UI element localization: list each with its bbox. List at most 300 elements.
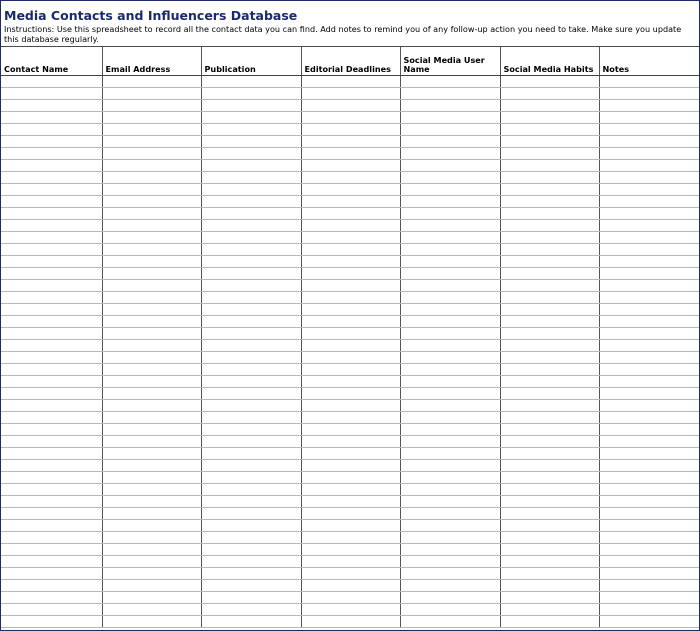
table-cell[interactable] <box>201 604 301 616</box>
table-cell[interactable] <box>400 448 500 460</box>
table-cell[interactable] <box>102 412 201 424</box>
table-cell[interactable] <box>400 196 500 208</box>
table-cell[interactable] <box>1 520 102 532</box>
table-cell[interactable] <box>500 268 599 280</box>
table-cell[interactable] <box>201 520 301 532</box>
table-cell[interactable] <box>400 232 500 244</box>
table-cell[interactable] <box>500 364 599 376</box>
table-cell[interactable] <box>599 580 699 592</box>
table-cell[interactable] <box>201 304 301 316</box>
table-cell[interactable] <box>599 484 699 496</box>
table-cell[interactable] <box>301 364 400 376</box>
table-cell[interactable] <box>400 328 500 340</box>
table-cell[interactable] <box>301 616 400 628</box>
table-cell[interactable] <box>301 592 400 604</box>
table-cell[interactable] <box>102 472 201 484</box>
table-cell[interactable] <box>400 532 500 544</box>
table-cell[interactable] <box>201 292 301 304</box>
table-cell[interactable] <box>400 436 500 448</box>
table-cell[interactable] <box>201 508 301 520</box>
table-cell[interactable] <box>201 412 301 424</box>
table-cell[interactable] <box>400 184 500 196</box>
table-cell[interactable] <box>201 472 301 484</box>
table-cell[interactable] <box>1 316 102 328</box>
table-cell[interactable] <box>301 400 400 412</box>
table-cell[interactable] <box>599 592 699 604</box>
table-cell[interactable] <box>201 568 301 580</box>
table-cell[interactable] <box>201 400 301 412</box>
table-cell[interactable] <box>400 280 500 292</box>
table-cell[interactable] <box>301 472 400 484</box>
table-cell[interactable] <box>1 220 102 232</box>
table-cell[interactable] <box>400 400 500 412</box>
table-cell[interactable] <box>599 352 699 364</box>
table-cell[interactable] <box>1 136 102 148</box>
table-cell[interactable] <box>102 184 201 196</box>
table-cell[interactable] <box>400 460 500 472</box>
table-cell[interactable] <box>1 400 102 412</box>
table-cell[interactable] <box>301 568 400 580</box>
table-cell[interactable] <box>301 340 400 352</box>
table-cell[interactable] <box>301 328 400 340</box>
table-cell[interactable] <box>301 280 400 292</box>
table-cell[interactable] <box>400 112 500 124</box>
table-cell[interactable] <box>599 616 699 628</box>
table-cell[interactable] <box>500 424 599 436</box>
table-cell[interactable] <box>1 292 102 304</box>
table-cell[interactable] <box>201 376 301 388</box>
table-cell[interactable] <box>599 460 699 472</box>
table-cell[interactable] <box>599 232 699 244</box>
table-cell[interactable] <box>400 412 500 424</box>
table-cell[interactable] <box>400 484 500 496</box>
table-cell[interactable] <box>102 496 201 508</box>
table-cell[interactable] <box>500 256 599 268</box>
table-cell[interactable] <box>400 496 500 508</box>
table-cell[interactable] <box>400 292 500 304</box>
table-cell[interactable] <box>400 304 500 316</box>
table-cell[interactable] <box>1 184 102 196</box>
table-cell[interactable] <box>1 592 102 604</box>
table-cell[interactable] <box>102 604 201 616</box>
table-cell[interactable] <box>599 112 699 124</box>
table-cell[interactable] <box>301 352 400 364</box>
table-cell[interactable] <box>102 556 201 568</box>
table-cell[interactable] <box>400 352 500 364</box>
table-cell[interactable] <box>301 388 400 400</box>
table-cell[interactable] <box>1 100 102 112</box>
table-cell[interactable] <box>1 508 102 520</box>
table-cell[interactable] <box>599 388 699 400</box>
table-cell[interactable] <box>201 244 301 256</box>
table-cell[interactable] <box>599 196 699 208</box>
table-cell[interactable] <box>500 436 599 448</box>
table-cell[interactable] <box>500 136 599 148</box>
table-cell[interactable] <box>599 172 699 184</box>
table-cell[interactable] <box>1 460 102 472</box>
table-cell[interactable] <box>500 232 599 244</box>
table-cell[interactable] <box>500 448 599 460</box>
table-cell[interactable] <box>400 244 500 256</box>
table-cell[interactable] <box>102 256 201 268</box>
table-cell[interactable] <box>500 184 599 196</box>
table-cell[interactable] <box>1 604 102 616</box>
table-cell[interactable] <box>599 220 699 232</box>
table-cell[interactable] <box>1 232 102 244</box>
table-cell[interactable] <box>102 172 201 184</box>
table-cell[interactable] <box>400 256 500 268</box>
table-cell[interactable] <box>102 364 201 376</box>
table-cell[interactable] <box>301 268 400 280</box>
table-cell[interactable] <box>201 388 301 400</box>
table-cell[interactable] <box>400 556 500 568</box>
table-cell[interactable] <box>599 556 699 568</box>
table-cell[interactable] <box>102 220 201 232</box>
table-cell[interactable] <box>201 580 301 592</box>
table-cell[interactable] <box>102 544 201 556</box>
table-cell[interactable] <box>1 280 102 292</box>
table-cell[interactable] <box>301 448 400 460</box>
table-cell[interactable] <box>102 376 201 388</box>
table-cell[interactable] <box>102 208 201 220</box>
table-cell[interactable] <box>599 244 699 256</box>
table-cell[interactable] <box>400 472 500 484</box>
table-cell[interactable] <box>599 496 699 508</box>
table-cell[interactable] <box>599 340 699 352</box>
table-cell[interactable] <box>102 160 201 172</box>
table-cell[interactable] <box>400 316 500 328</box>
table-cell[interactable] <box>1 172 102 184</box>
table-cell[interactable] <box>301 160 400 172</box>
table-cell[interactable] <box>301 184 400 196</box>
table-cell[interactable] <box>599 304 699 316</box>
table-cell[interactable] <box>102 280 201 292</box>
table-cell[interactable] <box>400 172 500 184</box>
table-cell[interactable] <box>301 316 400 328</box>
table-cell[interactable] <box>102 148 201 160</box>
table-cell[interactable] <box>500 388 599 400</box>
table-cell[interactable] <box>102 268 201 280</box>
table-cell[interactable] <box>1 448 102 460</box>
table-cell[interactable] <box>301 532 400 544</box>
table-cell[interactable] <box>599 292 699 304</box>
table-cell[interactable] <box>1 124 102 136</box>
table-cell[interactable] <box>500 316 599 328</box>
table-cell[interactable] <box>201 448 301 460</box>
table-cell[interactable] <box>201 280 301 292</box>
table-cell[interactable] <box>201 352 301 364</box>
table-cell[interactable] <box>500 88 599 100</box>
table-cell[interactable] <box>201 364 301 376</box>
table-cell[interactable] <box>599 412 699 424</box>
table-cell[interactable] <box>102 76 201 88</box>
table-cell[interactable] <box>400 520 500 532</box>
table-cell[interactable] <box>201 148 301 160</box>
table-cell[interactable] <box>301 304 400 316</box>
table-cell[interactable] <box>102 100 201 112</box>
table-cell[interactable] <box>201 184 301 196</box>
table-cell[interactable] <box>1 352 102 364</box>
table-cell[interactable] <box>102 88 201 100</box>
table-cell[interactable] <box>599 100 699 112</box>
table-cell[interactable] <box>1 364 102 376</box>
table-cell[interactable] <box>599 280 699 292</box>
table-cell[interactable] <box>599 436 699 448</box>
table-cell[interactable] <box>500 100 599 112</box>
table-cell[interactable] <box>500 568 599 580</box>
table-cell[interactable] <box>301 88 400 100</box>
table-cell[interactable] <box>301 496 400 508</box>
table-cell[interactable] <box>1 256 102 268</box>
table-cell[interactable] <box>599 520 699 532</box>
table-cell[interactable] <box>201 436 301 448</box>
table-cell[interactable] <box>201 160 301 172</box>
table-cell[interactable] <box>400 208 500 220</box>
table-cell[interactable] <box>201 232 301 244</box>
table-cell[interactable] <box>500 172 599 184</box>
table-cell[interactable] <box>1 76 102 88</box>
table-cell[interactable] <box>102 436 201 448</box>
table-cell[interactable] <box>1 208 102 220</box>
table-cell[interactable] <box>301 412 400 424</box>
table-cell[interactable] <box>500 580 599 592</box>
table-cell[interactable] <box>400 136 500 148</box>
table-cell[interactable] <box>201 544 301 556</box>
table-cell[interactable] <box>500 496 599 508</box>
table-cell[interactable] <box>301 256 400 268</box>
table-cell[interactable] <box>201 124 301 136</box>
table-cell[interactable] <box>500 340 599 352</box>
table-cell[interactable] <box>400 568 500 580</box>
table-cell[interactable] <box>102 244 201 256</box>
table-cell[interactable] <box>599 604 699 616</box>
table-cell[interactable] <box>301 112 400 124</box>
table-cell[interactable] <box>102 292 201 304</box>
table-cell[interactable] <box>201 88 301 100</box>
table-cell[interactable] <box>201 328 301 340</box>
table-cell[interactable] <box>102 316 201 328</box>
table-cell[interactable] <box>1 424 102 436</box>
table-cell[interactable] <box>102 460 201 472</box>
table-cell[interactable] <box>400 220 500 232</box>
table-cell[interactable] <box>1 304 102 316</box>
table-cell[interactable] <box>500 604 599 616</box>
table-cell[interactable] <box>500 412 599 424</box>
table-cell[interactable] <box>1 88 102 100</box>
table-cell[interactable] <box>400 364 500 376</box>
table-cell[interactable] <box>500 544 599 556</box>
table-cell[interactable] <box>102 532 201 544</box>
table-cell[interactable] <box>1 616 102 628</box>
table-cell[interactable] <box>102 508 201 520</box>
table-cell[interactable] <box>400 340 500 352</box>
table-cell[interactable] <box>500 160 599 172</box>
table-cell[interactable] <box>500 244 599 256</box>
table-cell[interactable] <box>102 136 201 148</box>
table-cell[interactable] <box>1 244 102 256</box>
table-cell[interactable] <box>599 268 699 280</box>
table-cell[interactable] <box>301 460 400 472</box>
table-cell[interactable] <box>201 256 301 268</box>
table-cell[interactable] <box>400 88 500 100</box>
table-cell[interactable] <box>301 424 400 436</box>
table-cell[interactable] <box>102 196 201 208</box>
table-cell[interactable] <box>301 220 400 232</box>
table-cell[interactable] <box>301 208 400 220</box>
table-cell[interactable] <box>301 556 400 568</box>
table-cell[interactable] <box>102 568 201 580</box>
table-cell[interactable] <box>102 340 201 352</box>
table-cell[interactable] <box>500 196 599 208</box>
table-cell[interactable] <box>500 292 599 304</box>
table-cell[interactable] <box>102 232 201 244</box>
table-cell[interactable] <box>301 124 400 136</box>
table-cell[interactable] <box>301 196 400 208</box>
table-cell[interactable] <box>599 544 699 556</box>
table-cell[interactable] <box>599 532 699 544</box>
table-cell[interactable] <box>500 328 599 340</box>
table-cell[interactable] <box>201 496 301 508</box>
table-cell[interactable] <box>400 76 500 88</box>
table-cell[interactable] <box>599 160 699 172</box>
table-cell[interactable] <box>201 172 301 184</box>
table-cell[interactable] <box>201 592 301 604</box>
table-cell[interactable] <box>201 136 301 148</box>
table-cell[interactable] <box>500 532 599 544</box>
table-cell[interactable] <box>102 400 201 412</box>
table-cell[interactable] <box>201 76 301 88</box>
table-cell[interactable] <box>1 532 102 544</box>
table-cell[interactable] <box>102 592 201 604</box>
table-cell[interactable] <box>301 508 400 520</box>
table-cell[interactable] <box>599 568 699 580</box>
table-cell[interactable] <box>599 472 699 484</box>
table-cell[interactable] <box>400 604 500 616</box>
table-cell[interactable] <box>400 388 500 400</box>
table-cell[interactable] <box>500 148 599 160</box>
table-cell[interactable] <box>102 520 201 532</box>
table-cell[interactable] <box>1 160 102 172</box>
table-cell[interactable] <box>500 280 599 292</box>
table-cell[interactable] <box>599 256 699 268</box>
table-cell[interactable] <box>201 100 301 112</box>
table-cell[interactable] <box>1 376 102 388</box>
table-cell[interactable] <box>301 148 400 160</box>
table-cell[interactable] <box>400 616 500 628</box>
table-cell[interactable] <box>1 496 102 508</box>
table-cell[interactable] <box>201 424 301 436</box>
table-cell[interactable] <box>400 424 500 436</box>
table-cell[interactable] <box>301 76 400 88</box>
table-cell[interactable] <box>1 340 102 352</box>
table-cell[interactable] <box>201 460 301 472</box>
table-cell[interactable] <box>500 76 599 88</box>
table-cell[interactable] <box>500 220 599 232</box>
table-cell[interactable] <box>400 124 500 136</box>
table-cell[interactable] <box>201 616 301 628</box>
table-cell[interactable] <box>1 472 102 484</box>
table-cell[interactable] <box>301 544 400 556</box>
table-cell[interactable] <box>400 508 500 520</box>
table-cell[interactable] <box>301 172 400 184</box>
table-cell[interactable] <box>1 268 102 280</box>
table-cell[interactable] <box>500 304 599 316</box>
table-cell[interactable] <box>599 364 699 376</box>
table-cell[interactable] <box>201 268 301 280</box>
table-cell[interactable] <box>301 580 400 592</box>
table-cell[interactable] <box>400 592 500 604</box>
table-cell[interactable] <box>301 232 400 244</box>
table-cell[interactable] <box>201 112 301 124</box>
table-cell[interactable] <box>599 328 699 340</box>
table-cell[interactable] <box>400 160 500 172</box>
table-cell[interactable] <box>500 208 599 220</box>
table-cell[interactable] <box>102 328 201 340</box>
table-cell[interactable] <box>599 376 699 388</box>
table-cell[interactable] <box>301 604 400 616</box>
table-cell[interactable] <box>400 148 500 160</box>
table-cell[interactable] <box>102 424 201 436</box>
table-cell[interactable] <box>500 484 599 496</box>
table-cell[interactable] <box>500 508 599 520</box>
table-cell[interactable] <box>102 448 201 460</box>
table-cell[interactable] <box>500 592 599 604</box>
table-cell[interactable] <box>599 424 699 436</box>
table-cell[interactable] <box>599 184 699 196</box>
table-cell[interactable] <box>599 508 699 520</box>
table-cell[interactable] <box>1 328 102 340</box>
table-cell[interactable] <box>1 544 102 556</box>
table-cell[interactable] <box>102 484 201 496</box>
table-cell[interactable] <box>102 112 201 124</box>
table-cell[interactable] <box>301 520 400 532</box>
table-cell[interactable] <box>301 244 400 256</box>
table-cell[interactable] <box>201 484 301 496</box>
table-cell[interactable] <box>599 136 699 148</box>
table-cell[interactable] <box>201 196 301 208</box>
table-cell[interactable] <box>599 316 699 328</box>
table-cell[interactable] <box>1 388 102 400</box>
table-cell[interactable] <box>301 436 400 448</box>
table-cell[interactable] <box>500 352 599 364</box>
table-cell[interactable] <box>1 196 102 208</box>
table-cell[interactable] <box>500 520 599 532</box>
table-cell[interactable] <box>301 136 400 148</box>
table-cell[interactable] <box>599 448 699 460</box>
table-cell[interactable] <box>102 304 201 316</box>
table-cell[interactable] <box>599 124 699 136</box>
table-cell[interactable] <box>1 148 102 160</box>
table-cell[interactable] <box>400 100 500 112</box>
table-cell[interactable] <box>500 124 599 136</box>
table-cell[interactable] <box>102 580 201 592</box>
table-cell[interactable] <box>500 112 599 124</box>
table-cell[interactable] <box>500 556 599 568</box>
table-cell[interactable] <box>102 616 201 628</box>
table-cell[interactable] <box>400 544 500 556</box>
table-cell[interactable] <box>201 208 301 220</box>
table-cell[interactable] <box>1 580 102 592</box>
table-cell[interactable] <box>1 484 102 496</box>
table-cell[interactable] <box>500 616 599 628</box>
table-cell[interactable] <box>400 268 500 280</box>
table-cell[interactable] <box>201 220 301 232</box>
table-cell[interactable] <box>301 100 400 112</box>
table-cell[interactable] <box>599 76 699 88</box>
table-cell[interactable] <box>201 532 301 544</box>
table-cell[interactable] <box>500 460 599 472</box>
table-cell[interactable] <box>400 580 500 592</box>
